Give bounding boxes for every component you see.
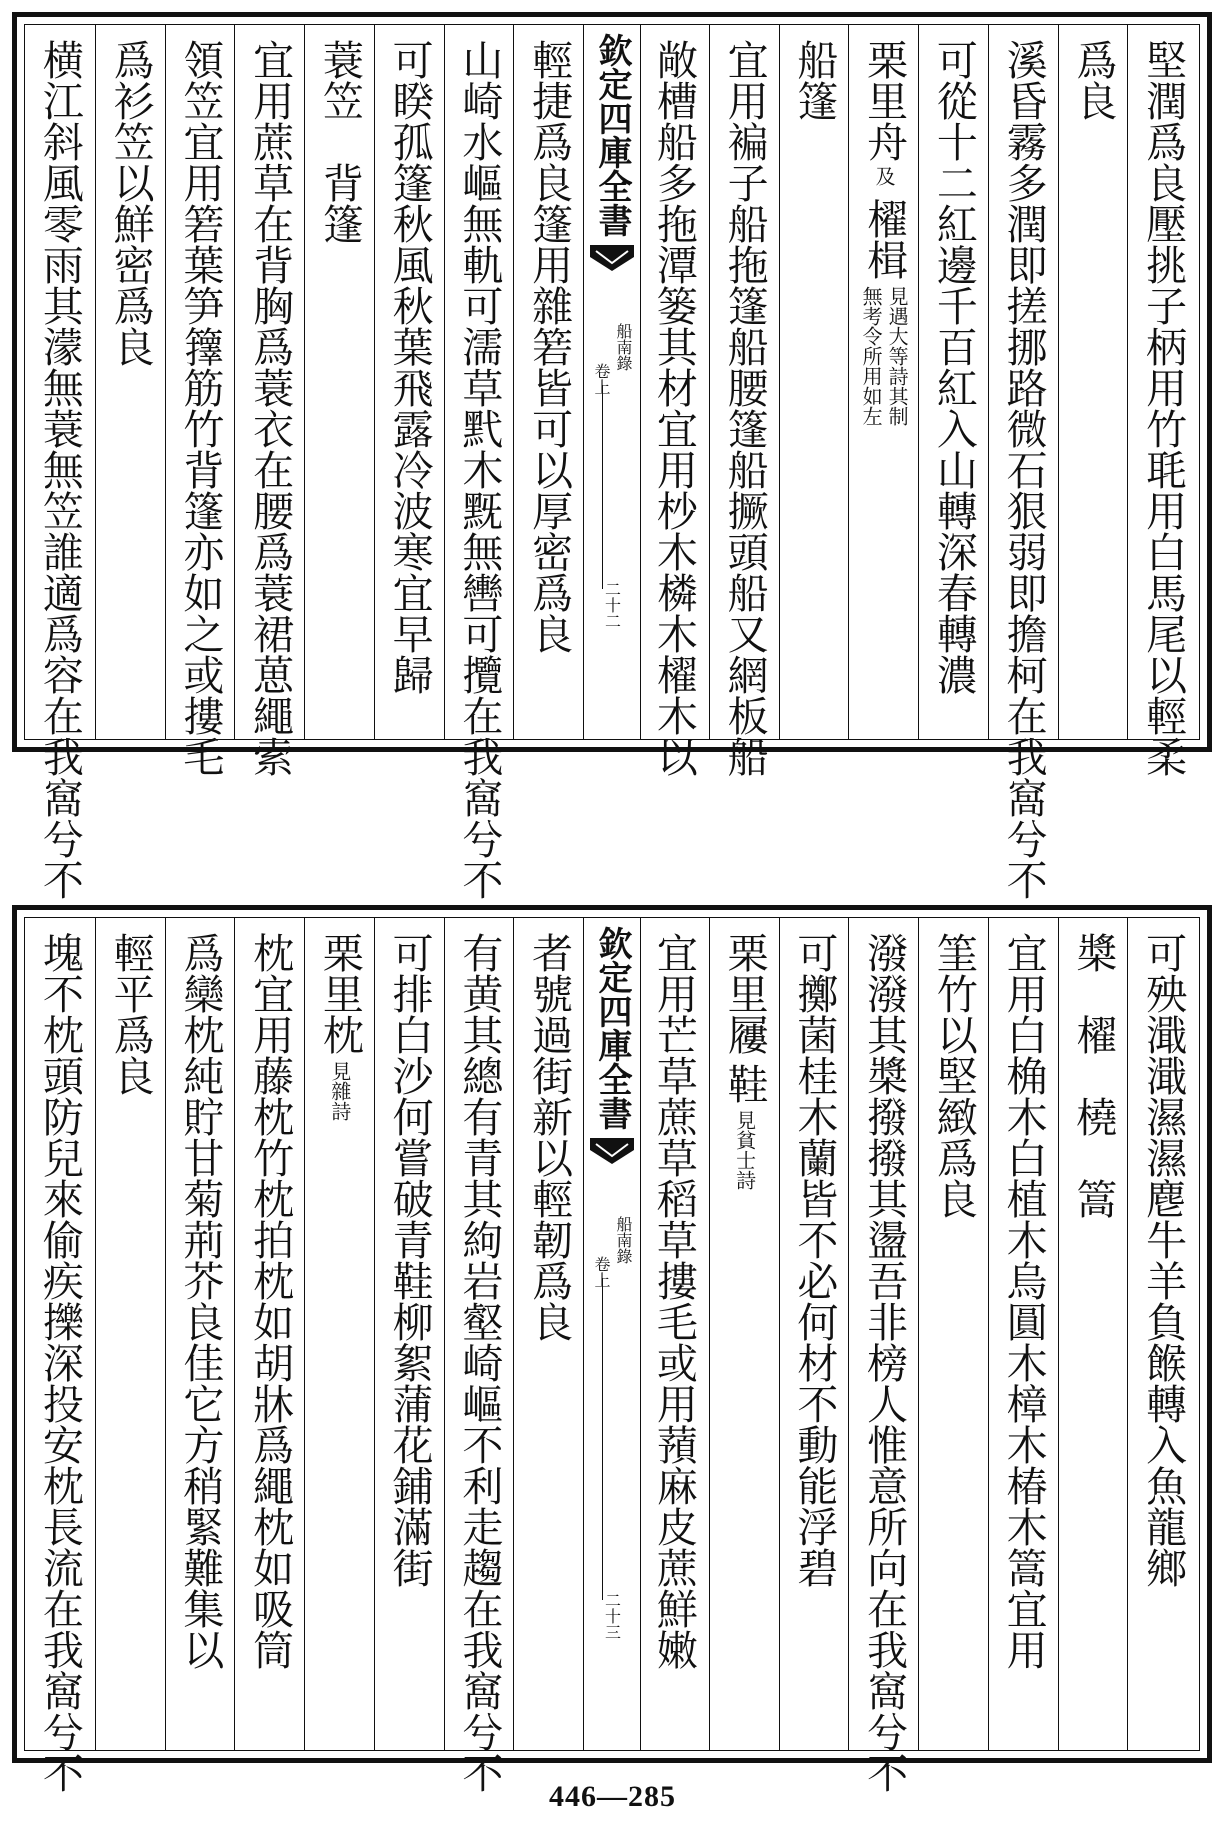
column-text-2: 櫂楫 bbox=[860, 198, 909, 280]
column-text: 者號過街新以輕韌爲良 bbox=[525, 932, 574, 1342]
column-text: 可殃濈濈濕濕麀牛羊負餱轉入魚龍鄉 bbox=[1139, 932, 1188, 1588]
annotation-text: 見貧士詩 bbox=[732, 1110, 757, 1190]
band-rule bbox=[602, 385, 603, 589]
text-column bbox=[1058, 25, 1129, 739]
column-text: 爲欒枕純貯甘菊荊芥良佳它方稍緊難集以 bbox=[176, 932, 225, 1670]
text-column bbox=[304, 25, 375, 739]
text-column bbox=[779, 918, 850, 1750]
column-text: 溪昏霧多潤即搓挪路微石狠弱即擔柯在我窩兮不 bbox=[999, 39, 1048, 900]
text-column bbox=[988, 25, 1059, 900]
bottom-page-frame bbox=[24, 917, 1200, 1793]
text-column bbox=[848, 25, 919, 739]
text-column bbox=[709, 918, 780, 1750]
library-title: 欽定四庫全書 bbox=[592, 33, 632, 237]
bottom-page bbox=[12, 905, 1212, 1793]
column-text: 栗里枕 bbox=[315, 932, 364, 1055]
annotation-text: 見遇大等詩其制 bbox=[885, 286, 910, 426]
text-column bbox=[709, 25, 780, 777]
center-band bbox=[583, 918, 641, 1750]
text-column bbox=[95, 918, 166, 1750]
column-text: 可從十二紅邊千百紅入山轉深春轉濃 bbox=[929, 39, 978, 695]
column-text: 宜用白桷木白植木烏圓木樟木椿木篙宜用 bbox=[999, 932, 1048, 1670]
page-number: 446—285 bbox=[549, 1780, 676, 1813]
text-column bbox=[988, 918, 1059, 1750]
juan-label: 卷上 bbox=[592, 1256, 611, 1288]
column-text: 枕宜用藤枕竹枕拍枕如胡牀爲繩枕如吸筒 bbox=[246, 932, 295, 1670]
annotation-text: 無考令所用如左 bbox=[859, 286, 884, 426]
text-column bbox=[25, 918, 95, 1793]
text-column bbox=[444, 918, 515, 1793]
text-column bbox=[1127, 918, 1198, 1750]
text-column bbox=[165, 25, 236, 777]
column-text: 領笠宜用箬葉笋籜筋竹背篷亦如之或摟毛 bbox=[176, 39, 225, 777]
text-column bbox=[25, 25, 95, 900]
column-text: 可睽孤篷秋風秋葉飛露冷波寒宜早歸 bbox=[385, 39, 434, 695]
book-title: 船南錄 bbox=[614, 323, 633, 371]
column-text: 堅潤爲良壓挑子柄用竹毦用白馬尾以輕柔 bbox=[1139, 39, 1188, 777]
column-text: 輕捷爲良篷用雜箬皆可以厚密爲良 bbox=[525, 39, 574, 654]
text-column bbox=[513, 918, 584, 1750]
book-title: 船南錄 bbox=[614, 1216, 633, 1264]
text-column bbox=[444, 25, 515, 900]
text-column bbox=[639, 918, 709, 1750]
column-text: 筀竹以堅緻爲良 bbox=[929, 932, 978, 1219]
text-column bbox=[304, 918, 375, 1750]
column-text: 栗里屨 bbox=[720, 932, 769, 1055]
column-text-2: 鞋 bbox=[720, 1063, 769, 1104]
folio-number: 二十二 bbox=[602, 581, 622, 629]
text-column bbox=[234, 25, 305, 777]
column-text: 宜用芒草蔗草稻草摟毛或用蕷麻皮蔗鮮嫩 bbox=[649, 932, 698, 1670]
text-column bbox=[1127, 25, 1198, 777]
text-column bbox=[848, 918, 919, 1793]
column-text: 船篷 bbox=[790, 39, 839, 121]
column-text: 輕平爲良 bbox=[106, 932, 155, 1096]
top-page-frame bbox=[24, 24, 1200, 900]
juan-label: 卷上 bbox=[592, 363, 611, 395]
text-column bbox=[1058, 918, 1129, 1750]
column-text: 有黄其總有青其絇岩壑崎嶇不利走趨在我窩兮不 bbox=[455, 932, 504, 1793]
text-column bbox=[918, 25, 989, 739]
column-text: 宜用褊子船拖篷船腰篷船撅頭船又網板船 bbox=[720, 39, 769, 777]
text-column bbox=[374, 25, 445, 739]
column-text: 潑潑其槳撥撥其盪吾非榜人惟意所向在我窩兮不 bbox=[860, 932, 909, 1793]
column-text: 横江斜風零雨其濛無蓑無笠誰適爲容在我窩兮不 bbox=[35, 39, 84, 900]
folio-number: 二十三 bbox=[602, 1592, 622, 1640]
column-text: 槳 櫂 橈 篙 bbox=[1069, 932, 1118, 1219]
column-text: 栗里舟 bbox=[860, 39, 909, 162]
text-column bbox=[95, 25, 166, 739]
column-text: 山崎水嶇無軌可濡草黓木黖無轡可攬在我窩兮不 bbox=[455, 39, 504, 900]
column-text: 可擲菌桂木蘭皆不必何材不動能浮碧 bbox=[790, 932, 839, 1588]
fishtail-mark bbox=[588, 243, 636, 273]
column-text: 塊不枕頭防兒來偷疾擽深投安枕長流在我窩兮不 bbox=[35, 932, 84, 1793]
small-text: 及 bbox=[872, 166, 897, 186]
column-text: 爲良 bbox=[1069, 39, 1118, 121]
column-text: 爲衫笠以鮮密爲良 bbox=[106, 39, 155, 367]
column-text: 可排白沙何嘗破青鞋柳絮蒲花鋪滿街 bbox=[385, 932, 434, 1588]
column-text: 蓑笠 背篷 bbox=[315, 39, 364, 244]
center-band bbox=[583, 25, 641, 739]
library-title: 欽定四庫全書 bbox=[592, 926, 632, 1130]
text-column bbox=[165, 918, 236, 1750]
column-text: 敞槽船多拖潭篓其材宜用杪木橉木櫂木以 bbox=[649, 39, 698, 777]
text-column bbox=[513, 25, 584, 739]
text-column bbox=[639, 25, 709, 777]
text-column bbox=[779, 25, 850, 739]
top-page bbox=[12, 12, 1212, 900]
fishtail-mark bbox=[588, 1136, 636, 1166]
annotation-text: 見雜詩 bbox=[327, 1061, 352, 1121]
text-column bbox=[374, 918, 445, 1750]
band-rule bbox=[602, 1278, 603, 1600]
column-text: 宜用蔗草在背胸爲蓑衣在腰爲蓑裙葸繩索 bbox=[246, 39, 295, 777]
text-column bbox=[918, 918, 989, 1750]
text-column bbox=[234, 918, 305, 1750]
